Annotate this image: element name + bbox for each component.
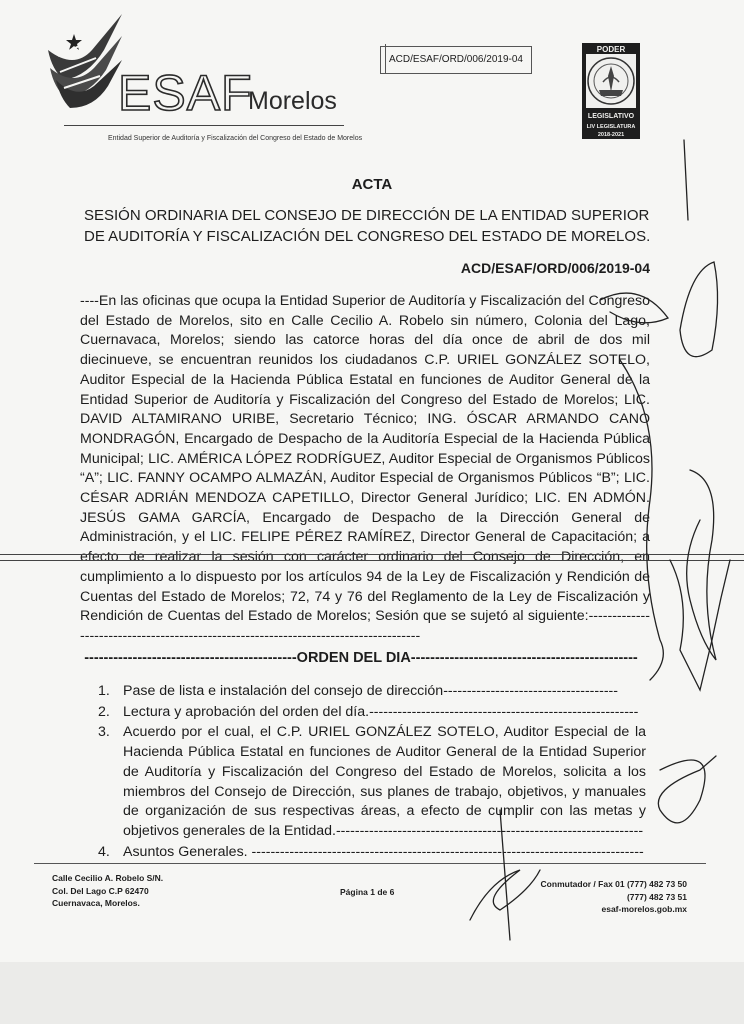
scan-background bbox=[0, 962, 744, 1024]
agenda-item-number: 1. bbox=[98, 683, 110, 699]
agenda-item-number: 4. bbox=[98, 843, 110, 860]
footer-divider bbox=[34, 863, 706, 864]
seal-top-text: PODER bbox=[596, 45, 626, 54]
agenda-list bbox=[98, 682, 646, 863]
footer-phone-line: (777) 482 73 51 bbox=[626, 891, 687, 902]
footer-phone-line: Conmutador / Fax 01 (777) 482 73 50 bbox=[540, 879, 687, 889]
agenda-item bbox=[98, 703, 646, 723]
strikethrough-lines bbox=[0, 554, 744, 561]
logo-esaf-text: ESAF bbox=[118, 65, 253, 121]
footer-address-line: Calle Cecilio A. Robelo S/N. bbox=[52, 873, 164, 883]
esaf-wing-icon bbox=[44, 10, 124, 110]
logo-subtitle: Entidad Superior de Auditoría y Fiscalización del Congreso del Estado de Morelos bbox=[108, 135, 363, 142]
agenda-item bbox=[98, 723, 646, 841]
document-subtitle: SESIÓN ORDINARIA DEL CONSEJO DE DIRECCIÓN DE LA ENTIDAD SUPERIOR DE AUDITORÍA Y FISCALIZACIÓN DEL CONGRESO DEL ESTADO DE MORELOS. bbox=[84, 207, 651, 245]
footer-contact bbox=[541, 878, 687, 916]
page-number: Página 1 de 6 bbox=[340, 887, 395, 897]
document-title: ACTA bbox=[351, 176, 393, 193]
agenda-item-text: Asuntos Generales. ----------------------------------------------------------------------------------- bbox=[123, 843, 644, 860]
congress-seal-icon bbox=[581, 42, 641, 140]
seal-legislature-text: LIV LEGISLATURA bbox=[586, 124, 636, 130]
agenda-item-text: Pase de lista e instalación del consejo de dirección------------------------------------- bbox=[123, 683, 619, 699]
footer-address-line: Cuernavaca, Morelos. bbox=[52, 898, 140, 908]
logo-divider bbox=[64, 125, 344, 126]
seal-years-text: 2018-2021 bbox=[597, 132, 625, 138]
agenda-item-number: 3. bbox=[98, 724, 110, 741]
agenda-item-text: Lectura y aprobación del orden del día.--------------------------------------------------------- bbox=[123, 703, 639, 720]
agenda-item bbox=[98, 682, 646, 702]
seal-bottom-text: LEGISLATIVO bbox=[587, 113, 635, 120]
signature-mark bbox=[470, 870, 540, 920]
footer-address bbox=[52, 872, 163, 910]
logo-morelos-text: Morelos bbox=[248, 87, 337, 115]
agenda-item-text: Acuerdo por el cual, el C.P. URIEL GONZÁLEZ SOTELO, Auditor Especial de la Hacienda Pública Estatal en funciones de Auditor General de la Entidad Superior de Auditoría y Fiscalización del Congreso del Estado de Morelos, solicita a los miembros del Consejo de Dirección, sus planes de trabajo, objetivos, y manuales de organización de sus respectivas áreas, a efecto de cumplir con las metas y objetivos generales de la Entidad.----------------------------------------------------------------- bbox=[123, 724, 646, 839]
footer-address-line: Col. Del Lago C.P 62470 bbox=[52, 885, 149, 896]
signature-mark bbox=[658, 756, 716, 823]
document-code: ACD/ESAF/ORD/006/2019-04 bbox=[460, 260, 650, 276]
signature-mark bbox=[680, 262, 718, 357]
signature-mark bbox=[670, 560, 730, 690]
esaf-logo bbox=[44, 10, 363, 142]
footer-website: esaf-morelos.gob.mx bbox=[601, 904, 687, 914]
reference-box: ACD/ESAF/ORD/006/2019-04 bbox=[380, 46, 532, 74]
agenda-item-number: 2. bbox=[98, 703, 110, 720]
order-of-day-heading: --------------------------------------------ORDEN DEL DIA----------------------------------------------- bbox=[84, 650, 638, 666]
body-paragraph: ----En las oficinas que ocupa la Entidad Superior de Auditoría y Fiscalización del Congreso del Estado de Morelos, sito en Calle Cecilio A. Robelo sin número, Colonia del Lago, Cuernavaca, Morelos; siendo las catorce horas del día once de abril de dos mil diecinueve, se encuentran reunidos los ciudadanos C.P. URIEL GONZÁLEZ SOTELO, Auditor Especial de la Hacienda Pública Estatal en funciones de Auditor General de la Entidad Superior de Auditoría y Fiscalización del Congreso del Estado de Morelos; LIC. DAVID ALTAMIRANO URIBE, Secretario Técnico; ING. ÓSCAR ARMANDO CANO MONDRAGÓN, Encargado de Despacho de la Auditoría Especial de la Hacienda Pública Municipal; LIC. AMÉRICA LÓPEZ RODRÍGUEZ, Auditor Especial de Organismos Públicos “A”; LIC. FANNY OCAMPO ALMAZÁN, Auditor Especial de Organismos Públicos “B”; LIC. CÉSAR ADRIÁN MENDOZA CAPETILLO, Director General Jurídico; LIC. EN ADMÓN. JESÚS GAMA GARCÍA, Encargado de Despacho de la Dirección General de Administración, y el LIC. FELIPE PÉREZ RAMÍREZ, Director General de Capacitación; a efecto de realizar la sesión con carácter ordinario del Consejo de Dirección, en cumplimiento a lo dispuesto por los artículos 94 de la Ley de Fiscalización y Rendición de Cuentas del Estado de Morelos; 72, 74 y 76 del Reglamento de la Ley de Fiscalización y Rendición de Cuentas del Estado de Morelos; Sesión que se sujetó al siguiente:------------------------------------------------------------------------------------- bbox=[80, 293, 650, 644]
agenda-item bbox=[98, 843, 646, 863]
signature-mark bbox=[687, 470, 716, 660]
